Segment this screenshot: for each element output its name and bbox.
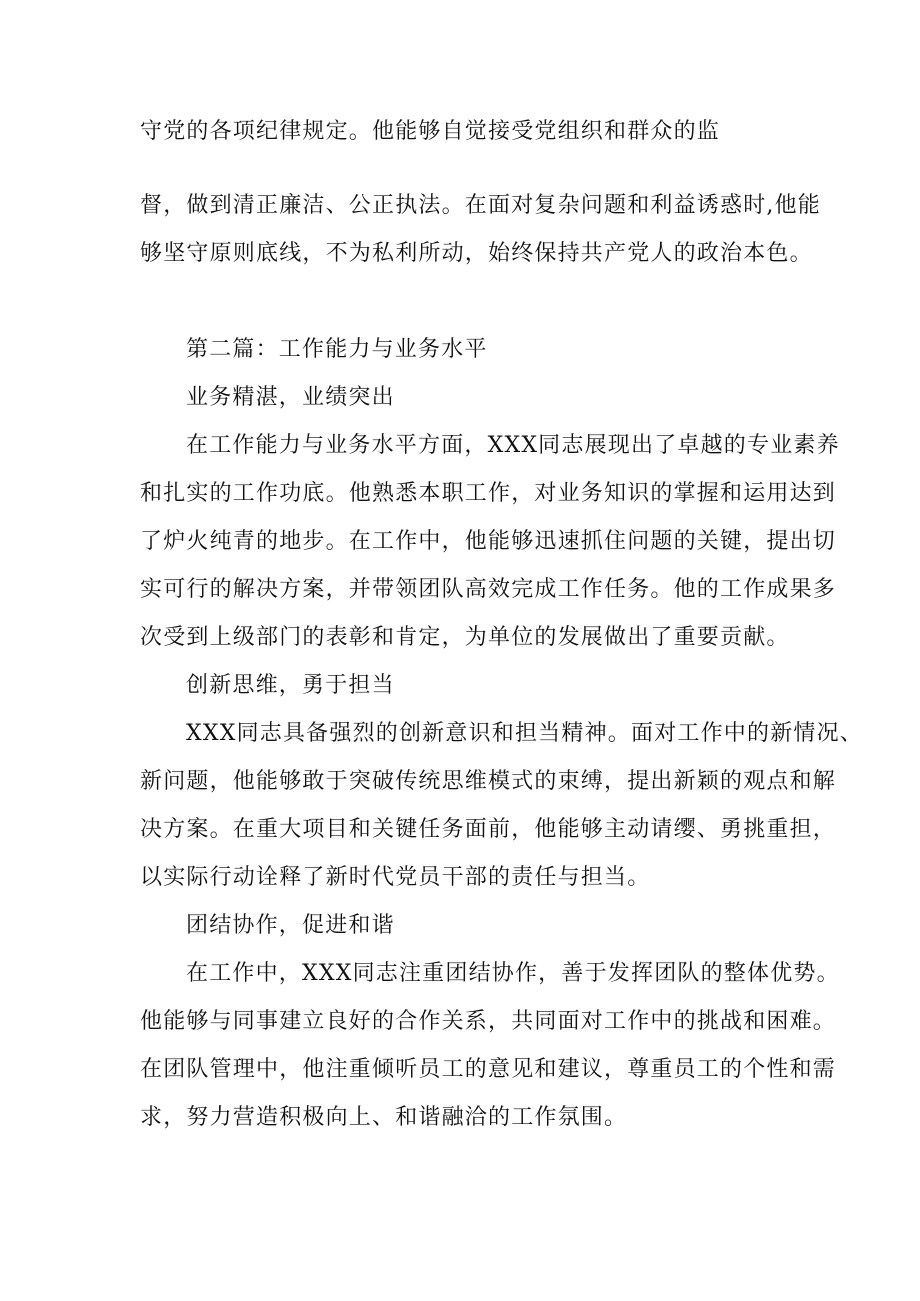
subsection-title-3: 团结协作，促进和谐 [186, 913, 395, 938]
paragraph-line: 次受到上级部门的表彰和肯定，为单位的发展做出了重要贡献。 [140, 625, 790, 650]
paragraph-line: 以实际行动诠释了新时代党员干部的责任与担当。 [140, 865, 651, 890]
paragraph-line: 在团队管理中，他注重倾听员工的意见和建议，尊重员工的个性和需 [140, 1057, 837, 1082]
paragraph-line: XXX同志具备强烈的创新意识和担当精神。面对工作中的新情况、 [186, 721, 863, 746]
paragraph-line: 了炉火纯青的地步。在工作中，他能够迅速抓住问题的关键，提出切 [140, 529, 837, 554]
section-title: 第二篇：工作能力与业务水平 [186, 337, 488, 362]
paragraph-line: 实可行的解决方案，并带领团队高效完成工作任务。他的工作成果多 [140, 577, 837, 602]
paragraph-line: 在工作中，XXX同志注重团结协作，善于发挥团队的整体优势。 [186, 961, 840, 986]
paragraph-line: 决方案。在重大项目和关键任务面前，他能够主动请缨、勇挑重担， [140, 817, 837, 842]
subsection-title-1: 业务精湛，业绩突出 [186, 385, 395, 410]
paragraph-line: 够坚守原则底线，不为私利所动，始终保持共产党人的政治本色。 [140, 241, 813, 266]
paragraph-line: 在工作能力与业务水平方面，XXX同志展现出了卓越的专业素养 [186, 433, 840, 458]
paragraph-line: 求，努力营造积极向上、和谐融洽的工作氛围。 [140, 1105, 628, 1130]
paragraph-line: 他能够与同事建立良好的合作关系，共同面对工作中的挑战和困难。 [140, 1009, 837, 1034]
paragraph-line: 和扎实的工作功底。他熟悉本职工作，对业务知识的掌握和运用达到 [140, 481, 837, 506]
paragraph-line: 督，做到清正廉洁、公正执法。在面对复杂问题和利益诱惑时,他能 [140, 193, 821, 218]
paragraph-line: 新问题，他能够敢于突破传统思维模式的束缚，提出新颖的观点和解 [140, 769, 837, 794]
subsection-title-2: 创新思维，勇于担当 [186, 673, 395, 698]
paragraph-line: 守党的各项纪律规定。他能够自觉接受党组织和群众的监 [140, 119, 721, 144]
